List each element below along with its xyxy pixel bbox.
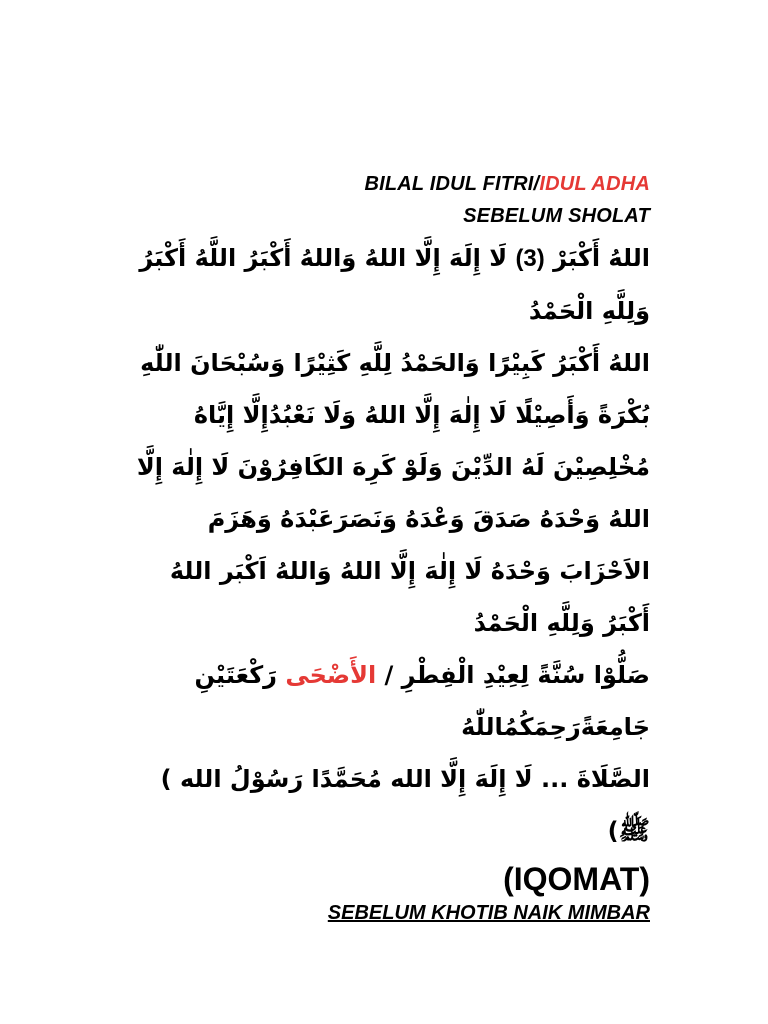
arabic-line-1-part-a: اللهُ أَكْبَرْ: [544, 244, 650, 272]
title-idul-adha: IDUL ADHA: [539, 173, 650, 195]
closing-paren: ): [607, 817, 619, 845]
document-page: [110, 168, 650, 927]
title-line-2: SEBELUM SHOLAT: [463, 205, 650, 227]
arabic-line-9: [110, 649, 650, 701]
repeat-count: (3): [515, 245, 545, 272]
salawat-symbol: ﷺ: [618, 816, 650, 846]
arabic-line-10: جَامِعَةًرَحِمَكُمُاللّٰهُ: [461, 713, 650, 741]
arabic-adha-red: الأَضْحَى: [285, 661, 377, 689]
arabic-line-11: الصَّلَاةَ ... لَا إِلَهَ إِلَّا الله مُحَمَّدًا رَسُوْلُ الله ): [160, 765, 650, 793]
iqomat-heading: (IQOMAT): [503, 861, 650, 897]
arabic-line-9-part-b: رَكْعَتَيْنِ: [194, 661, 286, 689]
arabic-line-9-part-a: صَلُّوْا سُنَّةً لِعِيْدِ الْفِطْرِ /: [376, 661, 650, 689]
arabic-line-2: وَلِلَّهِ الْحَمْدُ: [528, 297, 650, 325]
arabic-line-1-part-b: لَا إِلَهَ إِلَّا اللهُ وَاللهُ أَكْبَرُ اللَّهُ أَكْبَرُ: [139, 244, 516, 272]
title-line-1: [110, 168, 650, 200]
arabic-line-12: [110, 805, 650, 857]
arabic-line-7: الاَحْزَابَ وَحْدَهُ لَا إِلٰهَ إِلَّا اللهُ وَاللهُ اَكْبَر اللهُ: [169, 557, 650, 585]
arabic-line-8: أَكْبَرُ وَلِلَّهِ الْحَمْدُ: [473, 609, 650, 637]
arabic-line-4: بُكْرَةً وَأَصِيْلًا لَا إِلٰهَ إِلَّا اللهُ وَلَا نَعْبُدُإِلَّا إِيَّاهُ: [193, 401, 650, 429]
arabic-line-3: اللهُ أَكْبَرُ كَبِيْرًا وَالحَمْدُ لِلَّهِ كَثِيْرًا وَسُبْحَانَ اللّٰهِ: [140, 349, 650, 377]
arabic-line-6: اللهُ وَحْدَهُ صَدَقَ وَعْدَهُ وَنَصَرَعَبْدَهُ وَهَزَمَ: [207, 505, 650, 533]
arabic-line-1: [110, 232, 650, 285]
title-bilal: BILAL IDUL FITRI/: [364, 173, 540, 195]
khotib-subheading: SEBELUM KHOTIB NAIK MIMBAR: [327, 902, 650, 924]
arabic-line-5: مُخْلِصِيْنَ لَهُ الدِّيْنَ وَلَوْ كَرِهَ الكَافِرُوْنَ لَا إِلٰهَ إِلَّا: [136, 453, 650, 481]
